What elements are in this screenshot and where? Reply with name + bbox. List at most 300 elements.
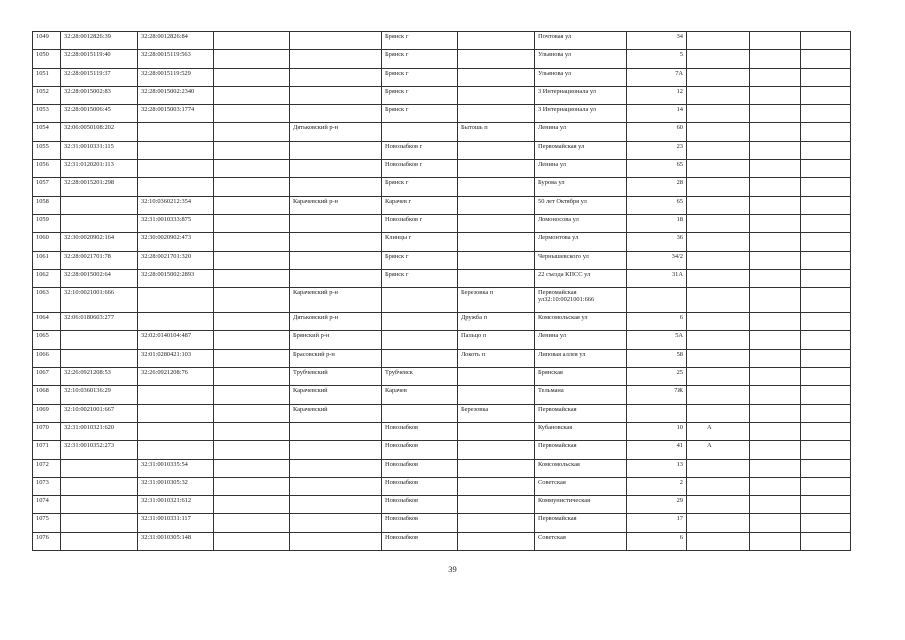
cell-extra <box>750 251 801 269</box>
cell-settlement <box>458 196 535 214</box>
cell-house-number: 65 <box>627 160 687 178</box>
cell-cadastral-number: 32:28:0015119:40 <box>61 50 138 68</box>
cell-cadastral-number-2 <box>138 141 214 159</box>
cell-cadastral-number-2: 32:28:0015119:563 <box>138 50 214 68</box>
cell-street: Комсомольская <box>535 459 627 477</box>
cell-extra <box>750 368 801 386</box>
cell-house-number: 58 <box>627 349 687 367</box>
cell-district: Брасовский р-н <box>290 349 382 367</box>
cell-street: Коммунистическая <box>535 496 627 514</box>
table-row <box>33 123 851 141</box>
cell-street: Чернышевского ул <box>535 251 627 269</box>
cell-cadastral-number-2: 32:28:0015002:2893 <box>138 269 214 287</box>
cell-settlement <box>458 477 535 495</box>
table-row <box>33 288 851 313</box>
cell-extra <box>750 86 801 104</box>
cell-settlement: Бытошь п <box>458 123 535 141</box>
cell-record-number: 1074 <box>33 496 61 514</box>
cell-house-letter <box>687 141 750 159</box>
cell-record-number: 1050 <box>33 50 61 68</box>
cell-house-number: 14 <box>627 105 687 123</box>
cell-house-letter <box>687 251 750 269</box>
cell-cadastral-number-2 <box>138 441 214 459</box>
cell-district <box>290 441 382 459</box>
cell-extra-2 <box>801 368 851 386</box>
table-row <box>33 496 851 514</box>
cell-house-letter <box>687 160 750 178</box>
cell-extra-2 <box>801 105 851 123</box>
cell-settlement <box>458 32 535 50</box>
cell-extra-2 <box>801 86 851 104</box>
cell-house-letter <box>687 196 750 214</box>
cell-cadastral-number-2: 32:28:0021701:320 <box>138 251 214 269</box>
cell-cadastral-number-2 <box>138 123 214 141</box>
page-number: 39 <box>448 564 457 574</box>
cell-house-letter <box>687 349 750 367</box>
cell-city: Новозыбков <box>382 422 458 440</box>
cell-house-number: 18 <box>627 214 687 232</box>
cell-cadastral-number: 32:10:0360136:29 <box>61 386 138 404</box>
table-row <box>33 160 851 178</box>
cell-extra-2 <box>801 269 851 287</box>
cell-extra <box>750 477 801 495</box>
cell-settlement: Березовка <box>458 404 535 422</box>
cell-extra <box>750 496 801 514</box>
table-row <box>33 422 851 440</box>
cell-extra-2 <box>801 349 851 367</box>
cell-city: Брянск г <box>382 178 458 196</box>
cell-city: Новозыбков <box>382 514 458 532</box>
cell-house-number: 65 <box>627 196 687 214</box>
cell-cadastral-number-2: 32:31:0010333:875 <box>138 214 214 232</box>
cell-empty <box>214 269 290 287</box>
cell-record-number: 1052 <box>33 86 61 104</box>
cell-house-number: 25 <box>627 368 687 386</box>
cell-district <box>290 50 382 68</box>
table-row <box>33 532 851 550</box>
cell-street: Кубановская <box>535 422 627 440</box>
cell-district <box>290 214 382 232</box>
cell-empty <box>214 50 290 68</box>
cell-district <box>290 251 382 269</box>
cell-street: 22 съезда КПСС ул <box>535 269 627 287</box>
cell-record-number: 1064 <box>33 313 61 331</box>
cell-cadastral-number <box>61 496 138 514</box>
cell-city: Брянск г <box>382 50 458 68</box>
cell-settlement <box>458 251 535 269</box>
cell-extra-2 <box>801 214 851 232</box>
cell-extra-2 <box>801 141 851 159</box>
cell-house-number: 7Ж <box>627 386 687 404</box>
cell-extra <box>750 331 801 349</box>
cell-settlement <box>458 269 535 287</box>
cell-settlement <box>458 160 535 178</box>
cell-cadastral-number-2 <box>138 386 214 404</box>
cell-cadastral-number-2: 32:02:0140104:487 <box>138 331 214 349</box>
cell-settlement <box>458 178 535 196</box>
cell-settlement <box>458 459 535 477</box>
cell-cadastral-number-2 <box>138 313 214 331</box>
cell-city: Клинцы г <box>382 233 458 251</box>
cell-district <box>290 86 382 104</box>
cell-settlement <box>458 532 535 550</box>
cell-city: Брянск г <box>382 86 458 104</box>
cell-street: Брянская <box>535 368 627 386</box>
cell-house-number: 17 <box>627 514 687 532</box>
cell-cadastral-number: 32:28:0015002:64 <box>61 269 138 287</box>
cell-record-number: 1073 <box>33 477 61 495</box>
cell-cadastral-number-2: 32:10:0360212:354 <box>138 196 214 214</box>
cell-cadastral-number-2: 32:28:0015003:1774 <box>138 105 214 123</box>
cell-house-number: 12 <box>627 86 687 104</box>
cell-extra-2 <box>801 32 851 50</box>
table-row <box>33 86 851 104</box>
cell-extra-2 <box>801 313 851 331</box>
cell-record-number: 1059 <box>33 214 61 232</box>
cell-district <box>290 477 382 495</box>
cell-settlement <box>458 68 535 86</box>
cell-empty <box>214 251 290 269</box>
table-row <box>33 313 851 331</box>
cell-street: Липовая аллея ул <box>535 349 627 367</box>
cell-city: Карачев <box>382 386 458 404</box>
cell-extra-2 <box>801 532 851 550</box>
cell-house-number: 23 <box>627 141 687 159</box>
cell-district: Карачевский р-н <box>290 196 382 214</box>
cell-house-letter <box>687 313 750 331</box>
registry-table <box>32 31 851 551</box>
cell-extra <box>750 105 801 123</box>
cell-house-number <box>627 288 687 313</box>
cell-cadastral-number <box>61 214 138 232</box>
cell-record-number: 1055 <box>33 141 61 159</box>
cell-house-letter <box>687 477 750 495</box>
cell-extra <box>750 233 801 251</box>
cell-street: Ульянова ул <box>535 50 627 68</box>
cell-extra-2 <box>801 514 851 532</box>
cell-cadastral-number-2: 32:28:0012826:84 <box>138 32 214 50</box>
table-row <box>33 196 851 214</box>
cell-district <box>290 141 382 159</box>
cell-extra-2 <box>801 477 851 495</box>
cell-district <box>290 233 382 251</box>
cell-record-number: 1058 <box>33 196 61 214</box>
cell-cadastral-number <box>61 514 138 532</box>
cell-city <box>382 404 458 422</box>
cell-cadastral-number-2 <box>138 404 214 422</box>
cell-extra-2 <box>801 404 851 422</box>
cell-district: Дятьковский р-н <box>290 123 382 141</box>
cell-house-number <box>627 404 687 422</box>
cell-district <box>290 496 382 514</box>
cell-street: Тельмана <box>535 386 627 404</box>
cell-house-letter <box>687 50 750 68</box>
cell-extra-2 <box>801 288 851 313</box>
cell-empty <box>214 532 290 550</box>
cell-settlement: Пальцо п <box>458 331 535 349</box>
cell-extra-2 <box>801 251 851 269</box>
table-row <box>33 32 851 50</box>
cell-cadastral-number: 32:28:0012826:39 <box>61 32 138 50</box>
cell-city: Новозыбков <box>382 441 458 459</box>
table-row <box>33 233 851 251</box>
cell-street: Комсомольская ул <box>535 313 627 331</box>
cell-house-number: 28 <box>627 178 687 196</box>
cell-house-number: 10 <box>627 422 687 440</box>
cell-house-letter <box>687 214 750 232</box>
cell-city: Новозыбков <box>382 496 458 514</box>
cell-extra-2 <box>801 386 851 404</box>
cell-district <box>290 32 382 50</box>
cell-extra-2 <box>801 196 851 214</box>
cell-extra-2 <box>801 331 851 349</box>
cell-cadastral-number-2: 32:31:0010335:54 <box>138 459 214 477</box>
cell-record-number: 1062 <box>33 269 61 287</box>
cell-record-number: 1075 <box>33 514 61 532</box>
cell-settlement <box>458 141 535 159</box>
cell-extra <box>750 288 801 313</box>
cell-cadastral-number-2: 32:28:0015119:529 <box>138 68 214 86</box>
cell-district: Карачевский <box>290 404 382 422</box>
table-row <box>33 459 851 477</box>
cell-cadastral-number-2 <box>138 160 214 178</box>
cell-street: Ломоносова ул <box>535 214 627 232</box>
cell-extra <box>750 178 801 196</box>
cell-record-number: 1056 <box>33 160 61 178</box>
cell-cadastral-number <box>61 477 138 495</box>
cell-house-letter <box>687 123 750 141</box>
cell-empty <box>214 233 290 251</box>
cell-house-letter <box>687 386 750 404</box>
cell-house-letter <box>687 459 750 477</box>
cell-settlement <box>458 50 535 68</box>
cell-cadastral-number: 32:06:0180603:277 <box>61 313 138 331</box>
cell-street: Первомайская ул32:10:0021001:666 <box>535 288 627 313</box>
cell-record-number: 1076 <box>33 532 61 550</box>
cell-settlement: Локоть п <box>458 349 535 367</box>
cell-cadastral-number <box>61 459 138 477</box>
cell-street: Почтовая ул <box>535 32 627 50</box>
cell-house-number: 41 <box>627 441 687 459</box>
cell-cadastral-number: 32:31:0010352:273 <box>61 441 138 459</box>
cell-cadastral-number: 32:10:0021001:667 <box>61 404 138 422</box>
cell-extra <box>750 422 801 440</box>
cell-record-number: 1053 <box>33 105 61 123</box>
cell-extra-2 <box>801 123 851 141</box>
cell-city <box>382 313 458 331</box>
cell-empty <box>214 160 290 178</box>
cell-district <box>290 459 382 477</box>
cell-district: Карачевский <box>290 386 382 404</box>
cell-street: 3 Интернационала ул <box>535 86 627 104</box>
cell-house-number: 29 <box>627 496 687 514</box>
cell-city <box>382 123 458 141</box>
table-row <box>33 386 851 404</box>
cell-extra-2 <box>801 496 851 514</box>
cell-cadastral-number-2: 32:31:0010321:612 <box>138 496 214 514</box>
cell-empty <box>214 196 290 214</box>
cell-city: Новозыбков <box>382 532 458 550</box>
cell-empty <box>214 141 290 159</box>
cell-settlement <box>458 105 535 123</box>
cell-extra <box>750 459 801 477</box>
cell-extra <box>750 68 801 86</box>
cell-cadastral-number <box>61 532 138 550</box>
cell-street: Первомайская <box>535 441 627 459</box>
cell-cadastral-number-2: 32:01:0280421:103 <box>138 349 214 367</box>
cell-extra-2 <box>801 68 851 86</box>
cell-record-number: 1072 <box>33 459 61 477</box>
cell-cadastral-number: 32:06:0050108:202 <box>61 123 138 141</box>
cell-street: Советская <box>535 477 627 495</box>
cell-empty <box>214 178 290 196</box>
cell-street: Ленина ул <box>535 331 627 349</box>
cell-cadastral-number <box>61 349 138 367</box>
cell-settlement <box>458 233 535 251</box>
cell-house-number: 5А <box>627 331 687 349</box>
cell-cadastral-number-2: 32:26:0921208:76 <box>138 368 214 386</box>
cell-house-number: 5 <box>627 50 687 68</box>
cell-house-number: 36 <box>627 233 687 251</box>
cell-city <box>382 288 458 313</box>
cell-empty <box>214 386 290 404</box>
cell-extra-2 <box>801 160 851 178</box>
cell-district: Дятьковский р-н <box>290 313 382 331</box>
cell-cadastral-number-2 <box>138 288 214 313</box>
cell-empty <box>214 105 290 123</box>
table-row <box>33 141 851 159</box>
cell-district: Трубчевский <box>290 368 382 386</box>
cell-city <box>382 349 458 367</box>
cell-cadastral-number: 32:26:0921208:53 <box>61 368 138 386</box>
cell-empty <box>214 288 290 313</box>
cell-house-letter: А <box>687 422 750 440</box>
cell-settlement <box>458 368 535 386</box>
cell-settlement: Березовка п <box>458 288 535 313</box>
cell-house-number: 31А <box>627 269 687 287</box>
cell-extra-2 <box>801 459 851 477</box>
cell-street: 50 лет Октября ул <box>535 196 627 214</box>
cell-street: Бурова ул <box>535 178 627 196</box>
cell-cadastral-number: 32:31:0010321:620 <box>61 422 138 440</box>
cell-record-number: 1054 <box>33 123 61 141</box>
table-row <box>33 178 851 196</box>
cell-house-letter <box>687 404 750 422</box>
cell-settlement <box>458 386 535 404</box>
cell-house-letter <box>687 514 750 532</box>
table-row <box>33 368 851 386</box>
cell-extra-2 <box>801 50 851 68</box>
cell-record-number: 1068 <box>33 386 61 404</box>
cell-empty <box>214 404 290 422</box>
cell-cadastral-number-2: 32:31:0010331:117 <box>138 514 214 532</box>
cell-empty <box>214 349 290 367</box>
cell-record-number: 1069 <box>33 404 61 422</box>
cell-house-letter <box>687 68 750 86</box>
cell-extra-2 <box>801 441 851 459</box>
cell-extra <box>750 123 801 141</box>
cell-city: Брянск г <box>382 269 458 287</box>
cell-empty <box>214 313 290 331</box>
cell-cadastral-number-2: 32:31:0010305:32 <box>138 477 214 495</box>
cell-street: Советская <box>535 532 627 550</box>
cell-city: Новозыбков <box>382 477 458 495</box>
cell-cadastral-number: 32:28:0015006:45 <box>61 105 138 123</box>
cell-city: Новозыбков г <box>382 160 458 178</box>
cell-empty <box>214 32 290 50</box>
cell-record-number: 1051 <box>33 68 61 86</box>
table-row <box>33 50 851 68</box>
cell-settlement <box>458 441 535 459</box>
cell-house-number: 6 <box>627 532 687 550</box>
cell-house-number: 34 <box>627 32 687 50</box>
cell-house-letter <box>687 233 750 251</box>
cell-cadastral-number: 32:31:0120201:113 <box>61 160 138 178</box>
table-row <box>33 349 851 367</box>
cell-extra <box>750 532 801 550</box>
cell-record-number: 1071 <box>33 441 61 459</box>
cell-extra <box>750 514 801 532</box>
cell-cadastral-number <box>61 331 138 349</box>
cell-record-number: 1057 <box>33 178 61 196</box>
cell-city: Новозыбков <box>382 459 458 477</box>
cell-empty <box>214 68 290 86</box>
cell-extra <box>750 196 801 214</box>
table-row <box>33 68 851 86</box>
cell-cadastral-number: 32:28:0015119:37 <box>61 68 138 86</box>
cell-extra <box>750 404 801 422</box>
cell-street: Ленина ул <box>535 160 627 178</box>
cell-house-number: 13 <box>627 459 687 477</box>
cell-district <box>290 105 382 123</box>
cell-house-letter <box>687 368 750 386</box>
cell-district <box>290 514 382 532</box>
cell-house-number: 7А <box>627 68 687 86</box>
cell-district: Карачевский р-н <box>290 288 382 313</box>
cell-extra <box>750 214 801 232</box>
cell-district <box>290 68 382 86</box>
cell-cadastral-number-2: 32:28:0015002:2340 <box>138 86 214 104</box>
document-page <box>32 31 851 551</box>
cell-empty <box>214 477 290 495</box>
cell-cadastral-number: 32:30:0020902:164 <box>61 233 138 251</box>
cell-house-number: 60 <box>627 123 687 141</box>
cell-empty <box>214 214 290 232</box>
cell-cadastral-number-2 <box>138 178 214 196</box>
cell-city: Брянск г <box>382 68 458 86</box>
cell-cadastral-number <box>61 196 138 214</box>
cell-city: Брянск г <box>382 32 458 50</box>
cell-record-number: 1063 <box>33 288 61 313</box>
cell-house-letter <box>687 105 750 123</box>
cell-extra-2 <box>801 422 851 440</box>
cell-street: Ульянова ул <box>535 68 627 86</box>
cell-street: Лермонтова ул <box>535 233 627 251</box>
cell-extra <box>750 386 801 404</box>
table-row <box>33 331 851 349</box>
cell-house-letter <box>687 532 750 550</box>
cell-house-letter <box>687 331 750 349</box>
cell-settlement <box>458 496 535 514</box>
cell-house-letter <box>687 496 750 514</box>
cell-extra-2 <box>801 178 851 196</box>
cell-cadastral-number: 32:28:0015201:298 <box>61 178 138 196</box>
cell-district <box>290 178 382 196</box>
cell-record-number: 1060 <box>33 233 61 251</box>
cell-empty <box>214 441 290 459</box>
table-row <box>33 269 851 287</box>
cell-house-letter <box>687 288 750 313</box>
